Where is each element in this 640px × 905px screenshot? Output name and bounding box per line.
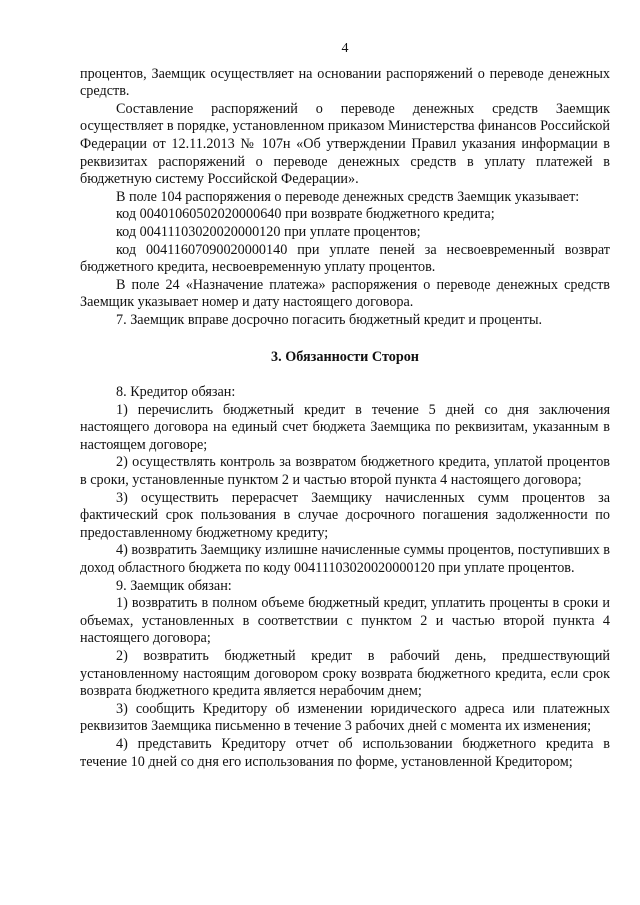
creditor-item: 3) осуществить перерасчет Заемщику начисленных сумм процентов за фактический срок пользования в случае досрочного погашения задолженности по предоставленному бюджетному кредиту; (80, 489, 610, 541)
page-number: 4 (341, 41, 349, 56)
borrower-item: 2) возвратить бюджетный кредит в рабочий день, предшествующий установленному настоящим договором сроку возврата бюджетного кредита, если срок возврата бюджетного кредита является нерабочим днем; (80, 648, 610, 700)
code-interest-payment: код 00411103020020000120 при уплате процентов; (116, 223, 421, 240)
section-title: 3. Обязанности Сторон (271, 348, 419, 365)
borrower-item: 4) представить Кредитору отчет об использовании бюджетного кредита в течение 10 дней со дня его использования по форме, установленной Кредитором; (80, 735, 610, 770)
creditor-item: 4) возвратить Заемщику излишне начисленные суммы процентов, поступивших в доход областного бюджета по коду 00411103020020000120 при уплате процентов. (80, 542, 610, 577)
borrower-heading: 9. Заемщик обязан: (116, 577, 232, 594)
creditor-item: 2) осуществлять контроль за возвратом бюджетного кредита, уплатой процентов в сроки, установленные пунктом 2 и частью второй пункта 4 настоящего договора; (80, 454, 610, 489)
document-page (80, 40, 610, 771)
paragraph-field-24: В поле 24 «Назначение платежа» распоряжения о переводе денежных средств Заемщик указывает номер и дату настоящего договора. (80, 276, 610, 311)
code-loan-return: код 00401060502020000640 при возврате бюджетного кредита; (116, 206, 495, 223)
creditor-heading: 8. Кредитор обязан: (116, 384, 236, 401)
borrower-item: 3) сообщить Кредитору об изменении юридического адреса или платежных реквизитов Заемщика письменно в течение 3 рабочих дней с момента их изменения; (80, 700, 610, 735)
paragraph-field-104: В поле 104 распоряжения о переводе денежных средств Заемщик указывает: (116, 188, 580, 205)
borrower-item: 1) возвратить в полном объеме бюджетный кредит, уплатить проценты в сроки и объемах, установленных в соответствии с пунктом 2 и частью второй пункта 4 настоящего договора; (80, 595, 610, 647)
paragraph-continuation: процентов, Заемщик осуществляет на основании распоряжений о переводе денежных средств. (80, 65, 610, 100)
paragraph-item-7: 7. Заемщик вправе досрочно погасить бюджетный кредит и проценты. (116, 311, 543, 328)
code-penalty-payment: код 00411607090020000140 при уплате пеней за несвоевременный возврат бюджетного кредита, несвоевременную уплату процентов. (80, 241, 610, 276)
creditor-item: 1) перечислить бюджетный кредит в течение 5 дней со дня заключения настоящего договора на единый счет бюджета Заемщика по реквизитам, указанным в настоящем договоре; (80, 401, 610, 453)
paragraph-orders-procedure: Составление распоряжений о переводе денежных средств Заемщик осуществляет в порядке, установленном приказом Министерства финансов Российской Федерации от 12.11.2013 № 107н «Об утверждении Правил указания информации в реквизитах распоряжений о переводе денежных средств в уплату платежей в бюджетную систему Российской Федерации». (80, 100, 610, 188)
